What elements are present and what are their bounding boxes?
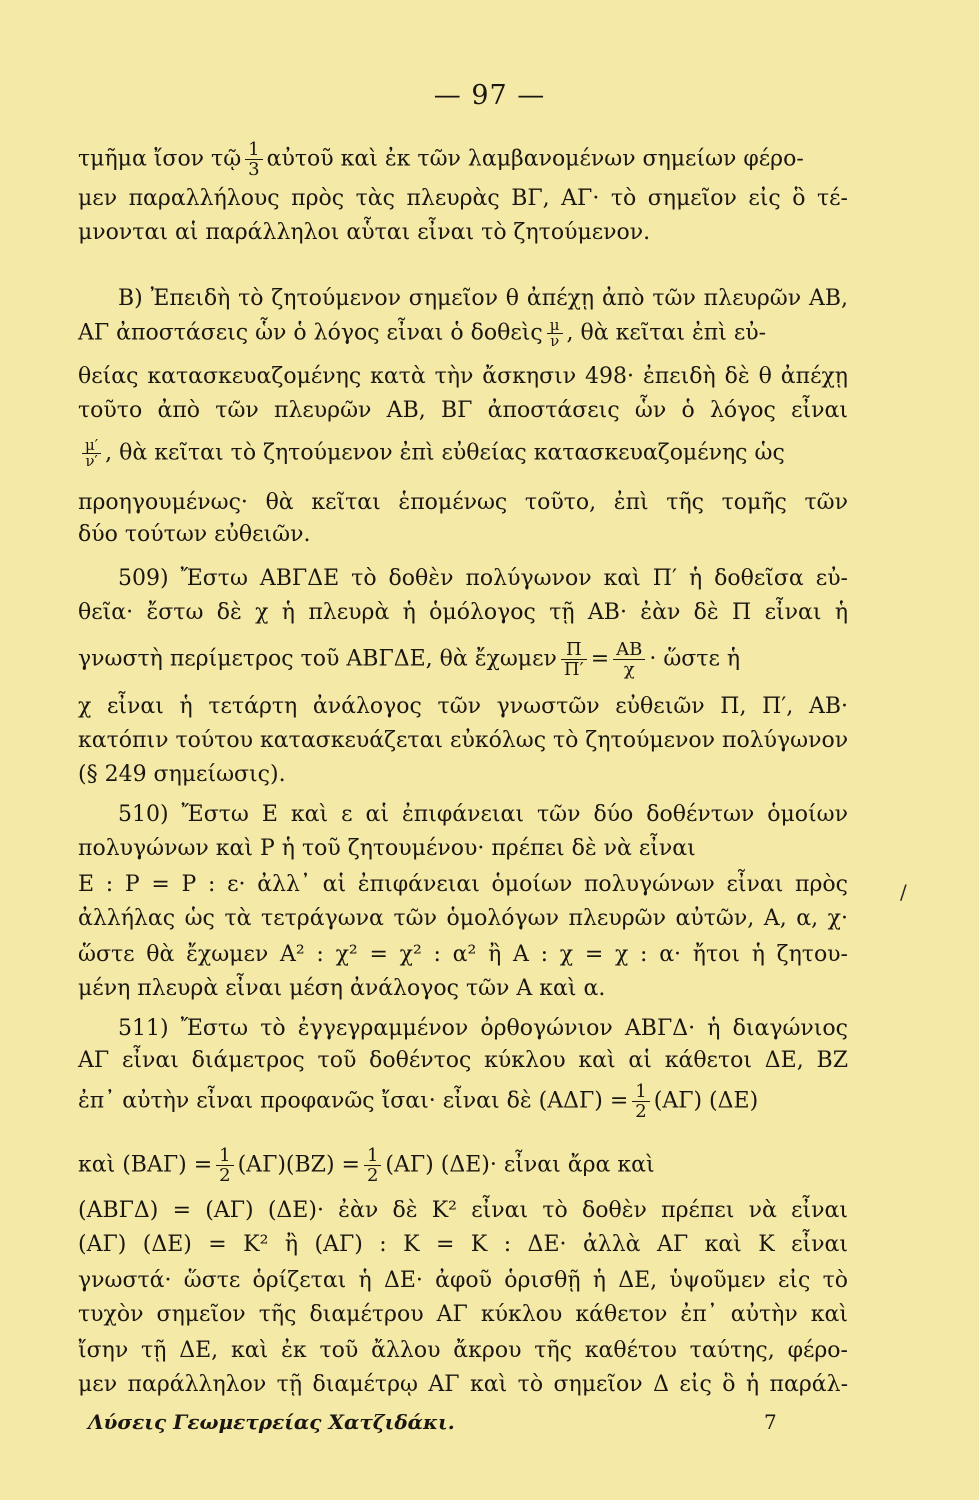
text-line: 510) Ἔστω Ε καὶ ε αἱ ἐπιφάνειαι τῶν δύο δοθέντων ὁμοίων bbox=[118, 802, 848, 827]
text-line: προηγουμένως· θὰ κεῖται ἑπομένως τοῦτο, ἐπὶ τῆς τομῆς τῶν bbox=[78, 490, 848, 515]
text-line: Β) Ἐπειδὴ τὸ ζητούμενον σημεῖον θ ἀπέχῃ ἀπὸ τῶν πλευρῶν ΑΒ, bbox=[118, 286, 848, 311]
text-line: ὥστε θὰ ἔχωμεν Α² : χ² = χ² : α² ἢ Α : χ = χ : α· ἤτοι ἡ ζητου- bbox=[78, 942, 848, 967]
signature-mark: 7 bbox=[764, 1410, 777, 1434]
text-line: $\frac{\mu'}{\nu'}$ , θὰ κεῖται τὸ ζητούμενον ἐπὶ εὐθείας κατασκευαζομένης ὡς bbox=[78, 438, 785, 469]
text-line: τυχὸν σημεῖον τῆς διαμέτρου ΑΓ κύκλου κάθετον ἐπ᾿ αὐτὴν καὶ bbox=[78, 1302, 848, 1327]
footer bbox=[88, 1410, 788, 1434]
page-number: — 97 — bbox=[433, 80, 546, 111]
margin-mark: / bbox=[900, 880, 907, 904]
text-line: (§ 249 σημείωσις). bbox=[78, 762, 286, 787]
text-line: δύο τούτων εὐθειῶν. bbox=[78, 522, 311, 547]
text-line: θεῖα· ἔστω δὲ χ ἡ πλευρὰ ἡ ὁμόλογος τῇ ΑΒ· ἐὰν δὲ Π εἶναι ἡ bbox=[78, 600, 848, 625]
text-line: κατόπιν τούτου κατασκευάζεται εὐκόλως τὸ ζητούμενον πολύγωνον bbox=[78, 728, 849, 753]
text-line: καὶ (ΒΑΓ) = $\frac{1}{2}$ (ΑΓ)(ΒΖ) = $\frac{1}{2}$ (ΑΓ) (ΔΕ)· εἶναι ἄρα καὶ bbox=[78, 1145, 655, 1186]
text-line: θείας κατασκευαζομένης κατὰ τὴν ἄσκησιν 498· ἐπειδὴ δὲ θ ἀπέχῃ bbox=[78, 364, 848, 389]
text-line: γνωστὴ περίμετρος τοῦ ΑΒΓΔΕ, θὰ ἔχωμεν $\frac{\Pi}{\Pi'}$ = $\frac{AB}{\chi}$ · ὥστε ἡ bbox=[78, 639, 741, 680]
book-title: Λύσεις Γεωμετρείας Χατζιδάκι. bbox=[88, 1410, 455, 1434]
text-line: μεν παράλληλον τῇ διαμέτρῳ ΑΓ καὶ τὸ σημεῖον Δ εἰς ὃ ἡ παράλ- bbox=[78, 1372, 848, 1397]
text-line: τμῆμα ἴσον τῷ $\frac{1}{3}$ αὐτοῦ καὶ ἐκ τῶν λαμβανομένων σημείων φέρο- bbox=[78, 139, 804, 180]
text-line: 509) Ἔστω ΑΒΓΔΕ τὸ δοθὲν πολύγωνον καὶ Π′ ἡ δοθεῖσα εὐ- bbox=[118, 566, 848, 591]
text-line: μνονται αἱ παράλληλοι αὗται εἶναι τὸ ζητούμενον. bbox=[78, 220, 651, 245]
text-line: (ΑΒΓΔ) = (ΑΓ) (ΔΕ)· ἐὰν δὲ Κ² εἶναι τὸ δοθὲν πρέπει νὰ εἶναι bbox=[78, 1198, 848, 1223]
text-line: μένη πλευρὰ εἶναι μέση ἀνάλογος τῶν Α καὶ α. bbox=[78, 976, 606, 1001]
text-line: ἀλλήλας ὡς τὰ τετράγωνα τῶν ὁμολόγων πλευρῶν αὐτῶν, Α, α, χ· bbox=[78, 906, 848, 931]
text-line: γνωστά· ὥστε ὁρίζεται ἡ ΔΕ· ἀφοῦ ὁρισθῇ ἡ ΔΕ, ὑψοῦμεν εἰς τὸ bbox=[78, 1268, 848, 1293]
text-line: χ εἶναι ἡ τετάρτη ἀνάλογος τῶν γνωστῶν εὐθειῶν Π, Π′, ΑΒ· bbox=[78, 694, 848, 719]
text-line: ΑΓ εἶναι διάμετρος τοῦ δοθέντος κύκλου καὶ αἱ κάθετοι ΔΕ, ΒΖ bbox=[78, 1048, 848, 1073]
text-line: ἐπ᾿ αὐτὴν εἶναι προφανῶς ἴσαι· εἶναι δὲ (ΑΔΓ) = $\frac{1}{2}$ (ΑΓ) (ΔΕ) bbox=[78, 1081, 759, 1122]
text-line: ΑΓ ἀποστάσεις ὧν ὁ λόγος εἶναι ὁ δοθεὶς $\frac{\mu}{\nu}$ , θὰ κεῖται ἐπὶ εὐ- bbox=[78, 316, 767, 350]
text-line: (ΑΓ) (ΔΕ) = Κ² ἢ (ΑΓ) : Κ = Κ : ΔΕ· ἀλλὰ ΑΓ καὶ Κ εἶναι bbox=[78, 1232, 848, 1257]
text-line: 511) Ἔστω τὸ ἐγγεγραμμένον ὀρθογώνιον ΑΒΓΔ· ἡ διαγώνιος bbox=[118, 1016, 848, 1041]
text-line: ἴσην τῇ ΔΕ, καὶ ἐκ τοῦ ἄλλου ἄκρου τῆς καθέτου ταύτης, φέρο- bbox=[78, 1338, 848, 1363]
text-line: τοῦτο ἀπὸ τῶν πλευρῶν ΑΒ, ΒΓ ἀποστάσεις ὧν ὁ λόγος εἶναι bbox=[78, 398, 848, 423]
text-line: Ε : Ρ = Ρ : ε· ἀλλ᾿ αἱ ἐπιφάνειαι ὁμοίων πολυγώνων εἶναι πρὸς bbox=[78, 872, 848, 897]
text-line: μεν παραλλήλους πρὸς τὰς πλευρὰς ΒΓ, ΑΓ· τὸ σημεῖον εἰς ὃ τέ- bbox=[78, 186, 848, 211]
text-line: πολυγώνων καὶ Ρ ἡ τοῦ ζητουμένου· πρέπει δὲ νὰ εἶναι bbox=[78, 836, 696, 861]
